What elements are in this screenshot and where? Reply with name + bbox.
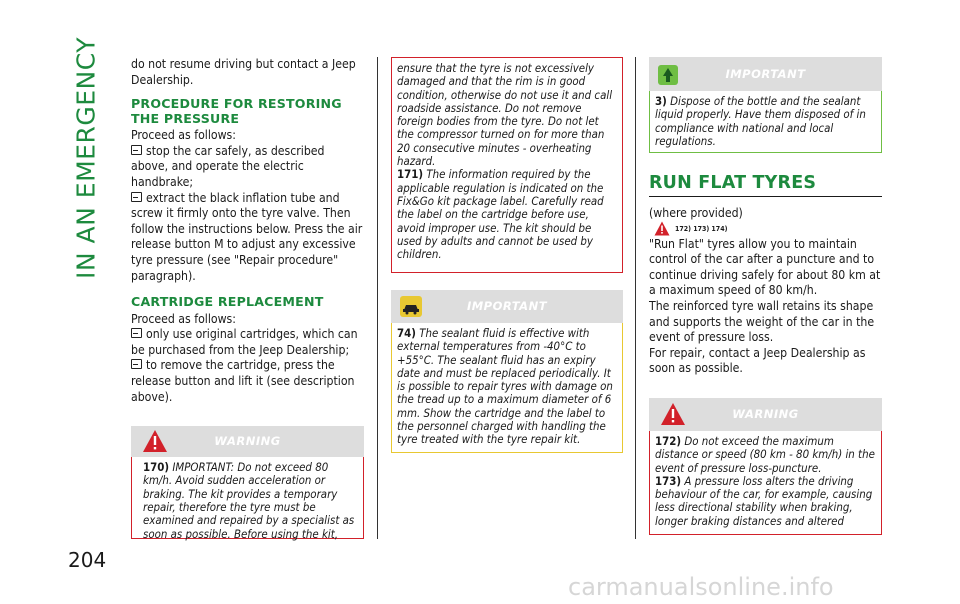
proceed-text: Proceed as follows: <box>131 128 236 143</box>
column-3 <box>649 57 882 535</box>
run-flat-paragraph-2: The reinforced tyre wall retains its shape and supports the weight of the car in the event of pressure loss. <box>649 298 875 345</box>
important-note-74: 74) The sealant fluid is effective with external temperatures from -40°C to +55°C. The sealant fluid has an expiry date and must be replaced periodically. It is possible to repair tyres with damage on the tread up to a maximum diameter of 6 mm. Show the cartridge and the label to the personnel charged with handling the tyre treated with the tyre repair kit. <box>397 326 613 447</box>
heading-cartridge-replacement: CARTRIDGE REPLACEMENT <box>131 294 324 310</box>
bullet-icon <box>131 145 142 155</box>
warning-note-173: 173) A pressure loss alters the driving behaviour of the car, for example, causing less directional stability when braking, longer braking distances and altered <box>655 473 873 528</box>
warning-triangle-icon <box>654 221 670 236</box>
recycle-environment-icon <box>658 65 678 85</box>
list-item: stop the car safely, as described above, and operate the electric handbrake; <box>131 143 325 189</box>
car-damage-icon <box>400 296 422 317</box>
warning-box-continued <box>391 57 623 273</box>
proceed-text: Proceed as follows: <box>131 311 236 326</box>
important-note-3: 3) Dispose of the bottle and the sealant liquid properly. Have them disposed of in compliance with national and local regulations. <box>655 94 866 148</box>
important-label: IMPORTANT <box>466 299 548 313</box>
chapter-title: IN AN EMERGENCY <box>71 37 101 279</box>
warning-triangle-icon <box>142 429 168 453</box>
column-divider <box>377 57 378 539</box>
list-item: extract the black inflation tube and screw it firmly onto the tyre valve. Then follow the instructions below. Press the air release button M to adjust any excessive tyre pressure (see "Repair procedure" paragraph). <box>131 190 363 283</box>
run-flat-paragraph-3: For repair, contact a Jeep Dealership as soon as possible. <box>649 345 866 376</box>
warning-banner <box>649 398 882 431</box>
bullet-icon <box>131 192 142 202</box>
heading-restoring-pressure: PROCEDURE FOR RESTORING THE PRESSURE <box>131 96 342 126</box>
heading-run-flat-tyres: RUN FLAT TYRES <box>649 173 882 197</box>
column-1 <box>131 57 364 539</box>
warning-note-continued: ensure that the tyre is not excessively damaged and that the rim is in good condition, otherwise do not use it and call roadside assistance. Do not remove foreign bodies from the tyre. Do not let the compressor turned on for more than 20 consecutive minutes - overheating hazard. <box>397 61 613 169</box>
warning-note-170: 170) IMPORTANT: Do not exceed 80 km/h. Avoid sudden acceleration or braking. The kit provides a temporary repair, therefore the tyre must be examined and repaired by a specialist as soon as possible. Before using the kit, <box>143 460 355 541</box>
important-label: IMPORTANT <box>725 67 806 81</box>
note-references: 172) 173) 174) <box>675 225 882 233</box>
important-banner <box>649 57 882 91</box>
bullet-icon <box>131 328 142 338</box>
run-flat-paragraph-1: "Run Flat" tyres allow you to maintain control of the car after a puncture and to continue driving safely for about 80 km at a maximum speed of 80 km/h. <box>649 236 881 298</box>
warning-note-172: 172) Do not exceed the maximum distance or speed (80 km - 80 km/h) in the event of pressure loss-puncture. <box>655 433 875 475</box>
intro-text: do not resume driving but contact a Jeep Dealership. <box>131 57 356 87</box>
where-provided: (where provided) <box>649 206 743 220</box>
column-2 <box>391 57 623 453</box>
warning-label: WARNING <box>214 434 281 449</box>
important-banner <box>391 290 623 323</box>
warning-triangle-icon <box>660 402 686 426</box>
bullet-icon <box>131 359 142 369</box>
list-item: only use original cartridges, which can be purchased from the Jeep Dealership; <box>131 327 358 357</box>
page-number: 204 <box>68 548 107 572</box>
watermark: carmanualsonline.info <box>568 573 834 601</box>
list-item: to remove the cartridge, press the release button and lift it (see description above). <box>131 358 355 404</box>
column-divider <box>635 57 636 539</box>
warning-label: WARNING <box>732 406 799 421</box>
warning-box <box>131 457 364 539</box>
important-box <box>391 323 623 453</box>
warning-box <box>649 431 882 535</box>
important-box <box>649 91 882 153</box>
warning-banner <box>131 426 364 457</box>
warning-note-171: 171) The information required by the applicable regulation is indicated on the Fix&Go kit package label. Carefully read the label on the cartridge before use, avoid improper use. The kit should be used by adults and cannot be used by children. <box>397 167 604 262</box>
